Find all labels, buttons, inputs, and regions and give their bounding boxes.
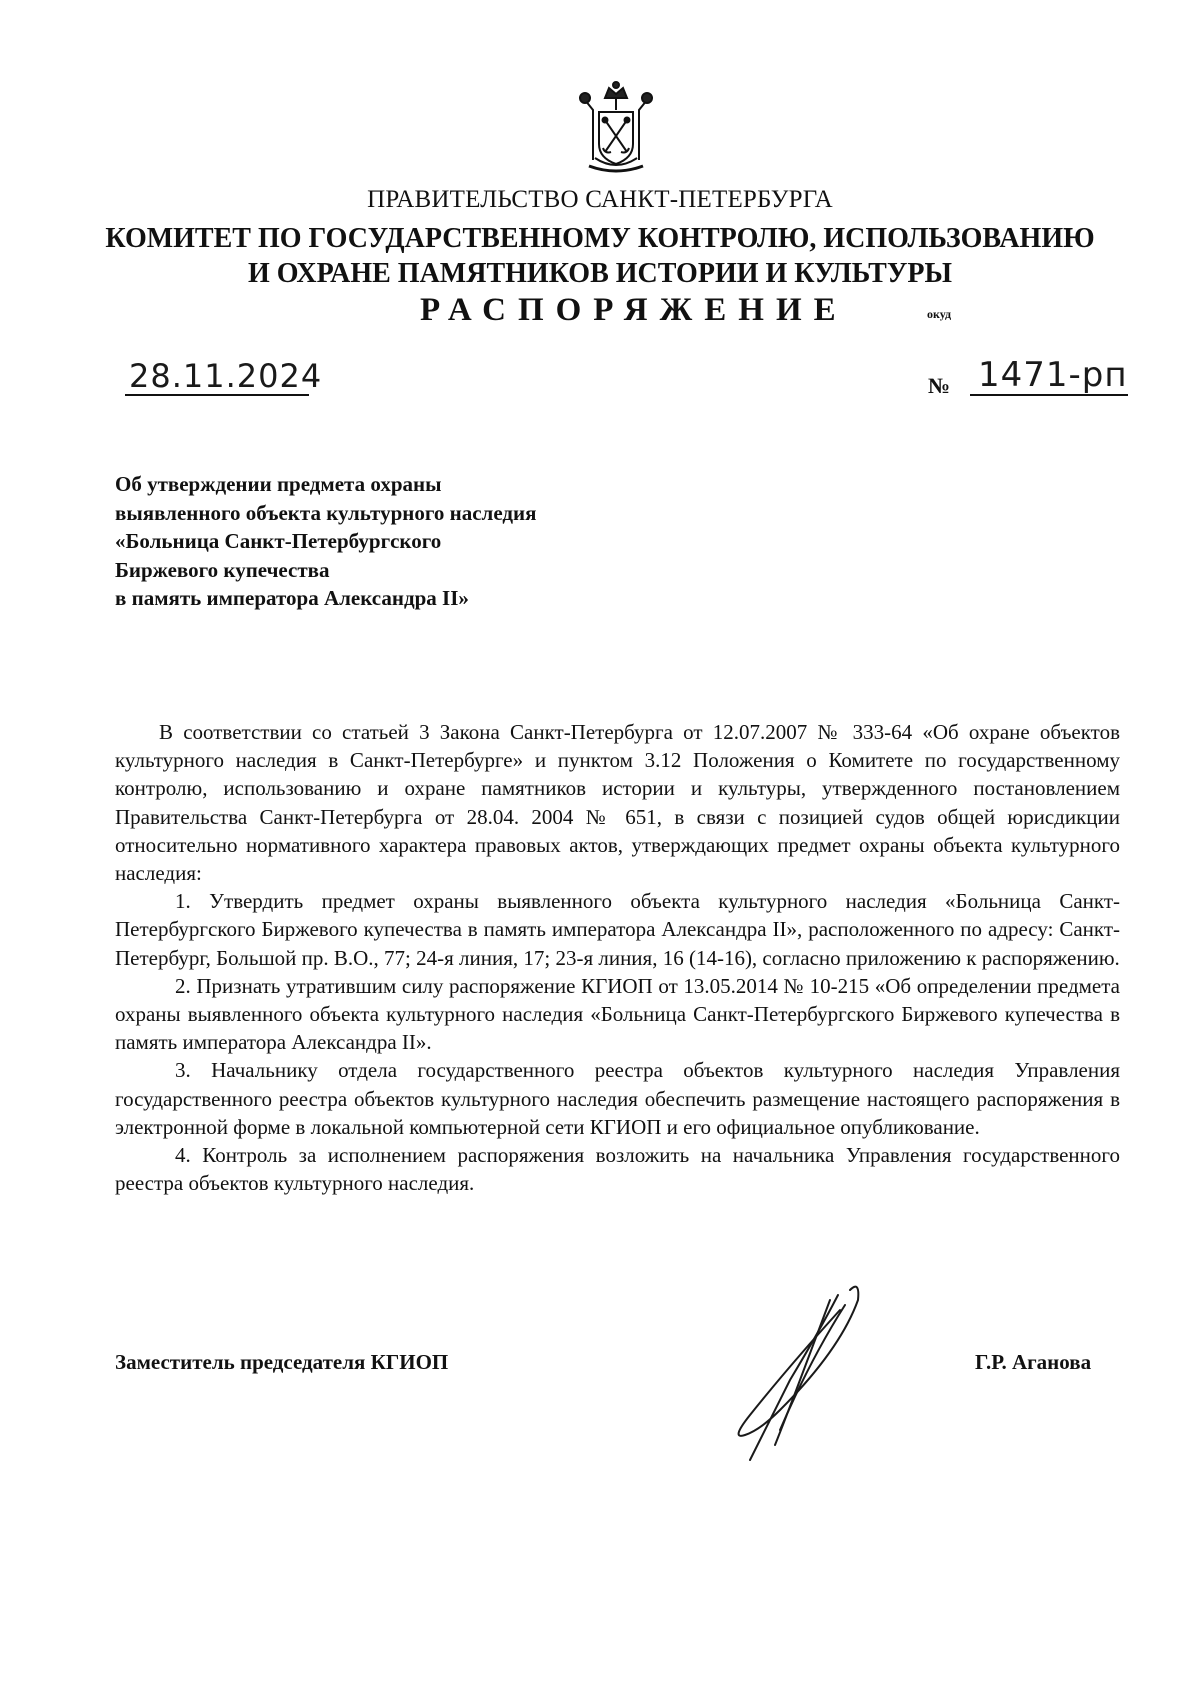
- subject-line: выявленного объекта культурного наследия: [115, 500, 537, 525]
- order-item-4: 4. Контроль за исполнением распоряжения возложить на начальника Управления государственного реестра объектов культурного наследия.: [115, 1143, 1120, 1196]
- order-item-3: 3. Начальнику отдела государственного реестра объектов культурного наследия Управления государственного реестра объектов культурного наследия обеспечить размещение настоящего распоряжения в электронной форме в локальной компьютерной сети КГИОП и его официальное опубликование.: [115, 1058, 1120, 1139]
- committee-name-line1: КОМИТЕТ ПО ГОСУДАРСТВЕННОМУ КОНТРОЛЮ, ИСПОЛЬЗОВАНИЮ: [105, 223, 1095, 254]
- government-title: ПРАВИТЕЛЬСТВО САНКТ-ПЕТЕРБУРГА: [367, 186, 833, 213]
- order-item-1: 1. Утвердить предмет охраны выявленного объекта культурного наследия «Больница Санкт-Петербургского Биржевого купечества в память императора Александра II», расположенного по адресу: Санкт-Петербург, Большой пр. В.О., 77; 24-я линия, 17; 23-я линия, 16 (14-16), согласно приложению к распоряжению.: [115, 889, 1120, 970]
- order-item-2: 2. Признать утратившим силу распоряжение КГИОП от 13.05.2014 № 10-215 «Об определении предмета охраны выявленного объекта культурного наследия «Больница Санкт-Петербургского Биржевого купечества в память императора Александра II».: [115, 973, 1120, 1055]
- document-type: РАСПОРЯЖЕНИЕ: [420, 292, 848, 328]
- subject-line: Биржевого купечества: [115, 557, 330, 582]
- preamble-paragraph: В соответствии со статьей 3 Закона Санкт-Петербурга от 12.07.2007 № 333-64 «Об охране объектов культурного наследия в Санкт-Петербурге» и пунктом 3.12 Положения о Комитете по государственному контролю, использованию и охране памятников истории и культуры, утвержденного постановлением Правительства Санкт-Петербурга от 28.04. 2004 № 651, в связи с позицией судов общей юрисдикции относительно нормативного характера правовых актов, утверждающих предмет охраны объекта культурного наследия:: [115, 720, 1120, 886]
- document-number: 1471-рп: [970, 356, 1128, 396]
- document-subject: [115, 470, 715, 613]
- document-date: 28.11.2024: [125, 358, 309, 396]
- committee-name: [0, 221, 1200, 291]
- subject-line: в память императора Александра II»: [115, 586, 469, 610]
- committee-name-line2: И ОХРАНЕ ПАМЯТНИКОВ ИСТОРИИ И КУЛЬТУРЫ: [248, 258, 952, 289]
- handwritten-signature: [720, 1270, 920, 1470]
- signer-position: Заместитель председателя КГИОП: [115, 1350, 449, 1374]
- coat-of-arms-spb-icon: [575, 80, 657, 178]
- number-sign: №: [928, 373, 951, 398]
- signer-name: Г.Р. Аганова: [975, 1350, 1092, 1374]
- subject-line: Об утверждении предмета охраны: [115, 472, 442, 496]
- document-body: [115, 718, 1120, 1197]
- okud-label: окуд: [927, 307, 952, 321]
- subject-line: «Больница Санкт-Петербургского: [115, 529, 442, 553]
